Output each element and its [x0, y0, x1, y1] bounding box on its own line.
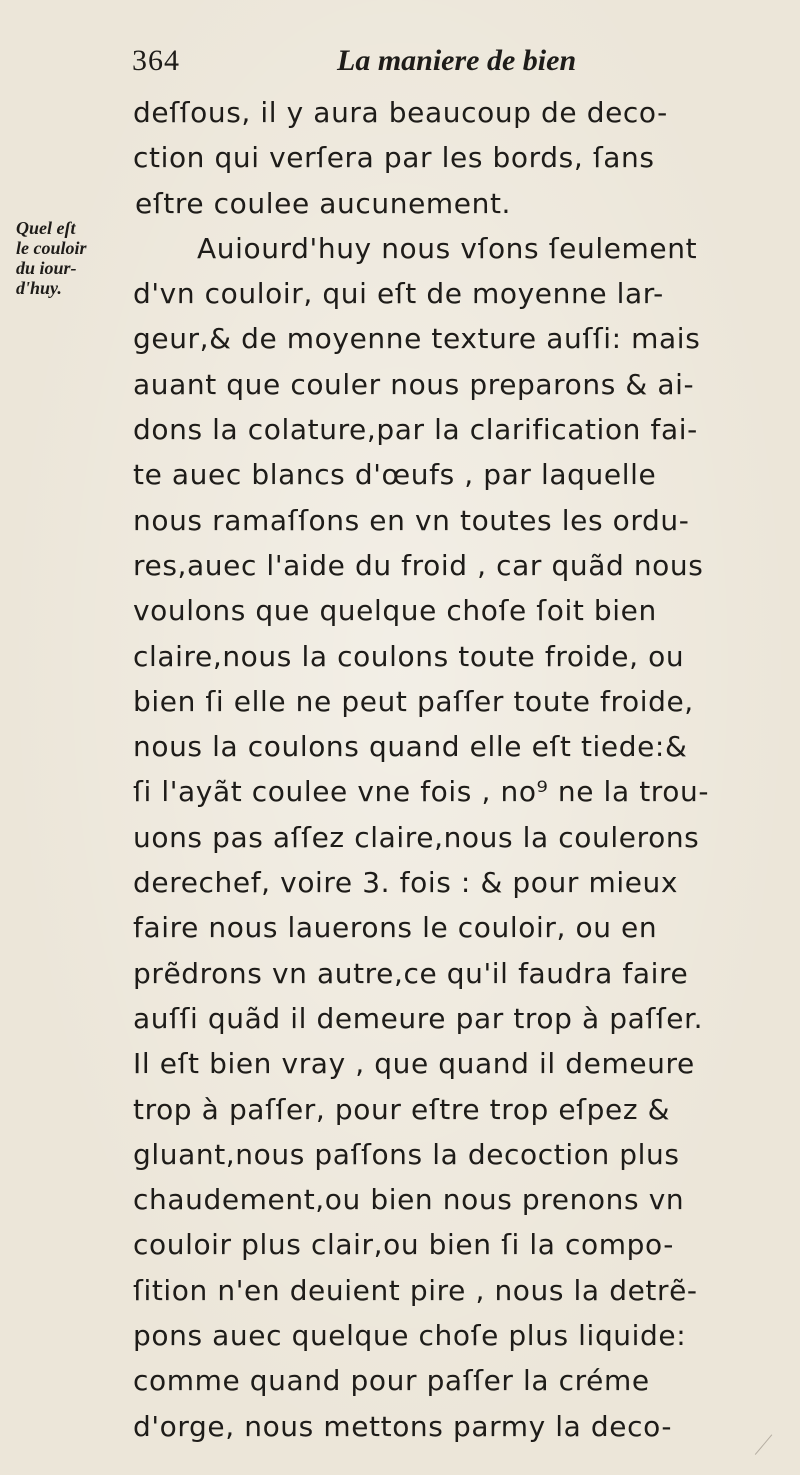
text-line: ction qui verſera par les bords, ſans: [133, 141, 655, 175]
text-line: nous ramaſſons en vn toutes les ordu-: [133, 503, 690, 537]
text-line: auant que couler nous preparons & ai-: [133, 367, 695, 401]
text-line: deſſous, il y aura beaucoup de deco-: [133, 96, 668, 129]
marginal-note-line: le couloir: [16, 238, 87, 258]
text-line: claire,nous la coulons toute froide, ou: [133, 639, 685, 673]
text-line: chaudement,ou bien nous prenons vn: [133, 1183, 685, 1217]
running-head: La maniere de bien: [337, 44, 577, 77]
text-line: bien ſi elle ne peut paſſer toute froide,: [133, 684, 694, 718]
marginal-note-line: Quel eſt: [16, 218, 76, 238]
text-line: uons pas aſſez claire,nous la coulerons: [133, 820, 700, 854]
text-line: gluant,nous paſſons la decoction plus: [133, 1137, 680, 1171]
page-header: [132, 42, 692, 86]
text-line: comme quand pour paſſer la créme: [133, 1364, 650, 1398]
text-line: voulons que quelque choſe ſoit bien: [133, 594, 657, 628]
text-line: nous la coulons quand elle eſt tiede:&: [133, 730, 688, 764]
text-line: d'orge, nous mettons parmy la deco-: [133, 1409, 673, 1443]
text-line: eſtre coulee aucunement.: [135, 186, 512, 220]
body-text: [133, 90, 773, 1449]
text-line: Auiourd'huy nous vſons ſeulement: [197, 231, 698, 265]
text-line: auſſi quãd il demeure par trop à paſſer.: [133, 1001, 704, 1035]
text-line: faire nous lauerons le couloir, ou en: [133, 911, 658, 945]
text-line: couloir plus clair,ou bien ſi la compo-: [133, 1228, 674, 1262]
text-line: ſi l'ayãt coulee vne fois , no⁹ ne la trou-: [133, 775, 710, 809]
text-line: res,auec l'aide du froid , car quãd nous: [133, 548, 704, 582]
marginal-note-line: du iour-: [16, 258, 77, 278]
text-line: geur,& de moyenne texture auſſi: mais: [133, 322, 701, 356]
text-line: te auec blancs d'œufs , par laquelle: [133, 458, 657, 492]
page-number: 364: [132, 44, 180, 77]
text-line: pons auec quelque choſe plus liquide:: [133, 1319, 687, 1353]
text-line: derechef, voire 3. fois : & pour mieux: [133, 866, 679, 900]
text-line: prẽdrons vn autre,ce qu'il faudra faire: [133, 956, 689, 990]
marginal-note-line: d'huy.: [16, 278, 62, 298]
text-line: Il eſt bien vray , que quand il demeure: [133, 1047, 695, 1081]
text-line: trop à paſſer, pour eſtre trop eſpez &: [133, 1092, 671, 1126]
text-line: d'vn couloir, qui eſt de moyenne lar-: [133, 277, 664, 311]
marginal-note: [16, 218, 116, 298]
text-line: ſition n'en deuient pire , nous la detrẽ-: [133, 1273, 698, 1307]
text-line: dons la colature,par la clarification fai-: [133, 413, 698, 447]
